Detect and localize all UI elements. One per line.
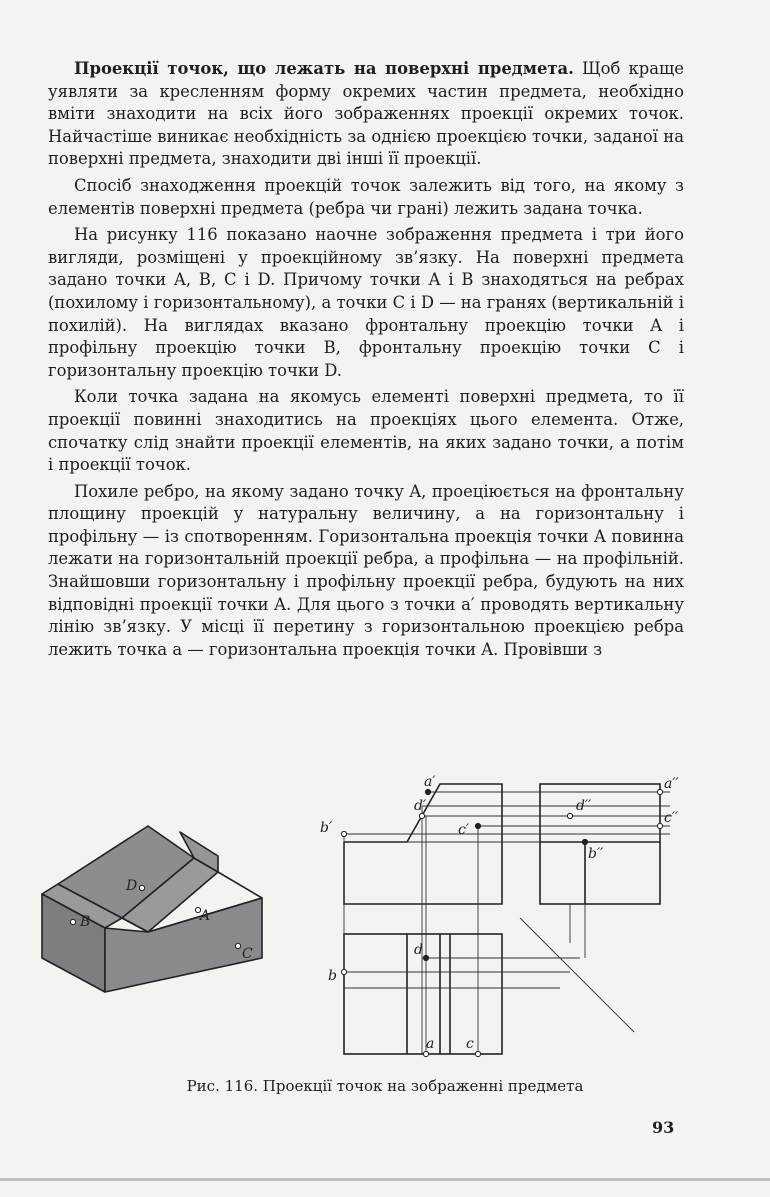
projection-lines	[344, 792, 670, 1054]
front-label-a: a′	[424, 774, 436, 790]
iso-label-d: D	[126, 878, 138, 894]
figure-116	[30, 768, 710, 1068]
paragraph-1-text: Щоб краще уявляти за кресленням форму окремих частин предмета, необхідно вміти знаходити на всіх його зображеннях проекції окремих точок. Найчастіше виникає необхідність за однією проекцією точки, заданої на поверхні предмета, знаходити дві інші її проекції.	[48, 59, 684, 169]
paragraph-3	[48, 224, 684, 382]
paragraph-5	[48, 481, 684, 662]
page-bottom-edge	[0, 1178, 770, 1181]
profile-label-b: b′′	[588, 846, 604, 862]
paragraph-5-text: Похиле ребро, на якому задано точку A, проеціюється на фронтальну площину проекцій у натуральну величину, а на горизонтальну і профільну — із спотворенням. Горизонтальна проекція точки A повинна лежати на горизонтальній проекції ребра, а профільна — на профільній. Знайшовши горизонтальну і профільну проекції ребра, будують на них відповідні проекції точки A. Для цього з точки a′ проводять вертикальну лінію зв’язку. У місці її перетину з горизонтальною проекцією ребра лежить точка a — горизонтальна проекція точки A. Провівши з	[48, 481, 684, 659]
paragraph-2-text: Спосіб знаходження проекцій точок залежить від того, на якому з елементів поверхні предмета (ребра чи грані) лежить задана точка.	[48, 175, 684, 218]
paragraph-4-text: Коли точка задана на якомусь елементі поверхні предмета, то її проекції повинні знаходитись на проекціях цього елемента. Отже, спочатку слід знайти проекції елементів, на яких задано точки, а потім і проекції точок.	[48, 387, 684, 475]
top-label-d: d	[414, 942, 423, 958]
profile-label-a: a′′	[664, 776, 679, 792]
iso-label-a: A	[200, 908, 211, 924]
paragraph-1-lead: Проекції точок, що лежать на поверхні предмета.	[74, 59, 574, 78]
iso-label-c: C	[242, 946, 253, 962]
paragraph-2	[48, 175, 684, 220]
figure-drawing	[30, 768, 710, 1068]
iso-label-b: B	[80, 914, 91, 930]
body-text	[48, 58, 684, 665]
front-label-c: c′	[458, 822, 470, 838]
paragraph-1	[48, 58, 684, 171]
page-number: 93	[652, 1118, 675, 1137]
front-label-b: b′	[320, 820, 333, 836]
front-label-d: d′	[414, 798, 427, 814]
profile-label-d: d′′	[576, 798, 592, 814]
figure-caption: Рис. 116. Проекції точок на зображенні предмета	[186, 1077, 584, 1095]
top-label-a: a	[426, 1036, 435, 1052]
profile-view	[540, 784, 660, 904]
paragraph-4	[48, 386, 684, 476]
top-label-c: c	[466, 1036, 474, 1052]
isometric-view	[42, 826, 262, 992]
top-label-b: b	[328, 968, 337, 984]
paragraph-3-text: На рисунку 116 показано наочне зображення предмета і три його вигляди, розміщені у проекційному зв’язку. На поверхні предмета задано точки A, B, C і D. Причому точки A і B знаходяться на ребрах (похилому і горизонтальному), а точки C і D — на гранях (вертикальній і похилій). На виглядах вказано фронтальну проекцію точки A і профільну проекцію точки B, фронтальну проекцію точки C і горизонтальну проекцію точки D.	[48, 225, 685, 380]
profile-label-c: c′′	[664, 810, 679, 826]
